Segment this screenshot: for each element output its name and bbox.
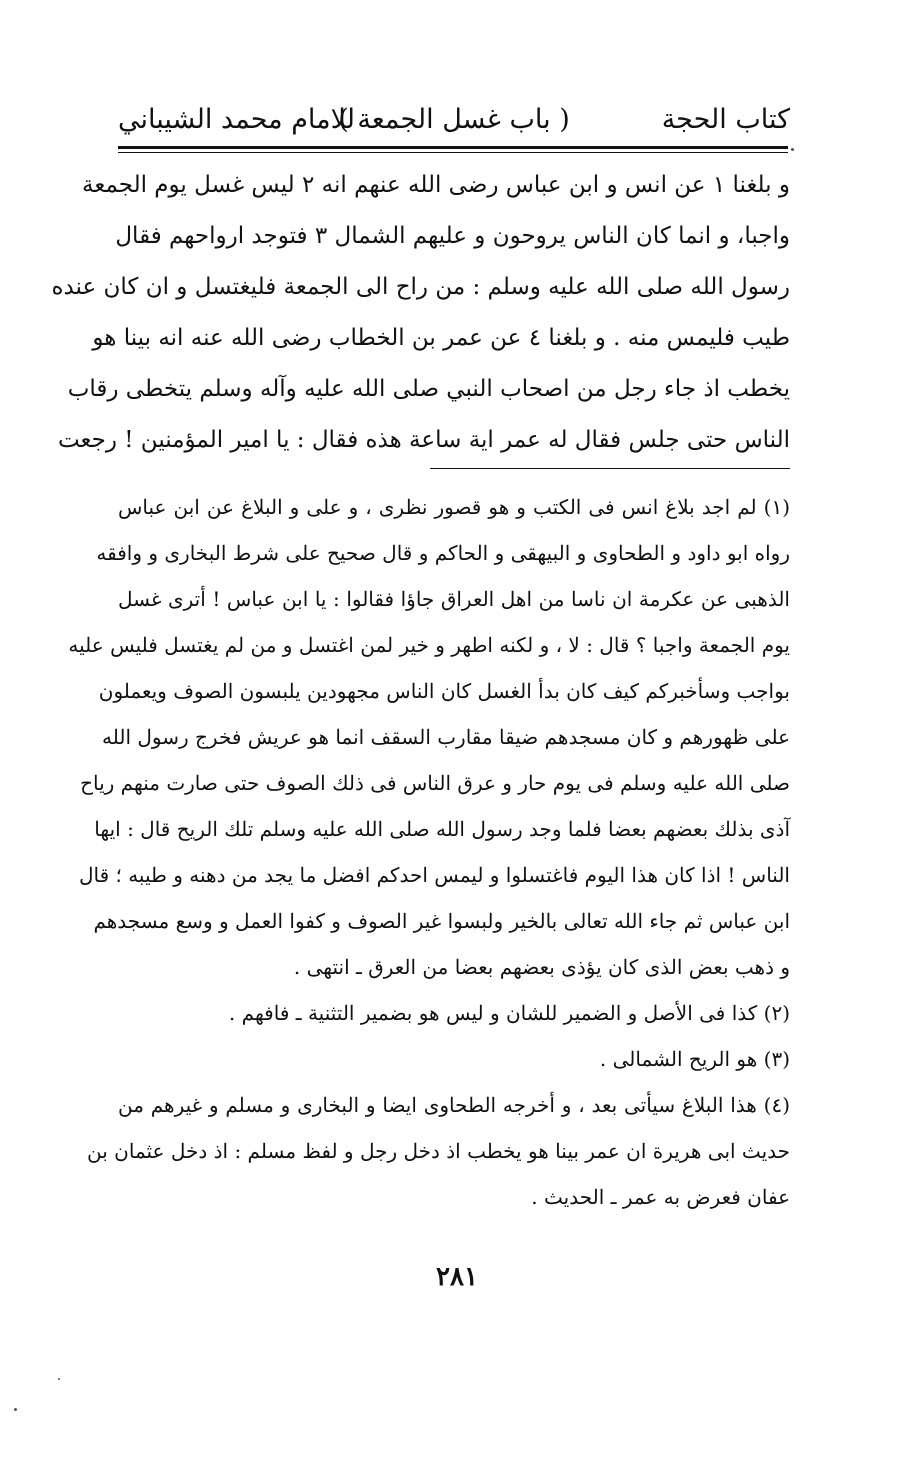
footnote-line: و ذهب بعض الذى كان يؤذى بعضهم بعضا من العرق ـ انتهى . <box>293 955 790 979</box>
scan-speck <box>14 1408 17 1411</box>
main-text-line: واجبا، و انما كان الناس يروحون و عليهم الشمال ٣ فتوجد ارواحهم فقال <box>115 223 790 249</box>
header-rule-thin <box>118 152 788 153</box>
scan-speck <box>58 1378 60 1380</box>
main-text <box>51 160 790 466</box>
main-text-line: يخطب اذ جاء رجل من اصحاب النبي صلى الله عليه وآله وسلم يتخطى رقاب <box>67 376 790 402</box>
chapter-title: ( باب غسل الجمعة ) <box>338 104 570 135</box>
footnote-1 <box>68 484 790 990</box>
footnote-line: يوم الجمعة واجبا ؟ قال : لا ، و لكنه اطهر و خير لمن اغتسل و من لم يغتسل فليس عليه <box>68 633 790 657</box>
footnote-2 <box>118 990 790 1036</box>
header-rule-thick <box>118 146 788 149</box>
footnotes <box>68 484 790 1220</box>
footnote-4 <box>87 1082 790 1220</box>
main-text-line: و بلغنا ١ عن انس و ابن عباس رضى الله عنهم انه ٢ ليس غسل يوم الجمعة <box>82 172 790 198</box>
footnote-line: الناس ! اذا كان هذا اليوم فاغتسلوا و ليمس احدكم افضل ما يجد من دهنه و طيبه ؛ قال <box>78 863 790 887</box>
footnote-separator <box>430 468 790 469</box>
scan-speck <box>791 148 794 151</box>
footnote-line: بواجب وسأخبركم كيف كان بدأ الغسل كان الناس مجهودين يلبسون الصوف ويعملون <box>98 679 790 703</box>
footnote-line: (٤) هذا البلاغ سيأتى بعد ، و أخرجه الطحاوى ايضا و البخارى و مسلم و غيرهم من <box>118 1093 790 1117</box>
footnote-3 <box>118 1036 790 1082</box>
footnote-line: الذهبى عن عكرمة ان ناسا من اهل العراق جاؤا فقالوا : يا ابن عباس ! أترى غسل <box>118 587 790 611</box>
author-name: للامام محمد الشيباني <box>118 104 355 135</box>
footnote-line: صلى الله عليه وسلم فى يوم حار و عرق الناس فى ذلك الصوف حتى صارت منهم رياح <box>80 771 790 795</box>
footnote-line: على ظهورهم و كان مسجدهم ضيقا مقارب السقف انما هو عريش فخرج رسول الله <box>102 725 790 749</box>
footnote-line: آذى بذلك بعضهم بعضا فلما وجد رسول الله صلى الله عليه وسلم تلك الريح قال : ايها <box>94 817 790 841</box>
running-header <box>118 100 790 144</box>
footnote-line: عفان فعرض به عمر ـ الحديث . <box>531 1185 790 1209</box>
footnote-line: (٢) كذا فى الأصل و الضمير للشان و ليس هو بضمير التثنية ـ فافهم . <box>228 1001 790 1025</box>
main-text-line: الناس حتى جلس فقال له عمر اية ساعة هذه فقال : يا امير المؤمنين ! رجعت <box>57 427 790 453</box>
main-text-line: طيب فليمس منه . و بلغنا ٤ عن عمر بن الخطاب رضى الله عنه انه بينا هو <box>92 325 790 351</box>
book-title: كتاب الحجة <box>661 104 790 135</box>
footnote-line: (١) لم اجد بلاغ انس فى الكتب و هو قصور نظرى ، و على و البلاغ عن ابن عباس <box>118 495 790 519</box>
footnote-line: (٣) هو الريح الشمالى . <box>599 1047 790 1071</box>
footnote-line: ابن عباس ثم جاء الله تعالى بالخير ولبسوا غير الصوف و كفوا العمل و وسع مسجدهم <box>93 909 790 933</box>
main-text-line: رسول الله صلى الله عليه وسلم : من راح الى الجمعة فليغتسل و ان كان عنده <box>51 274 790 300</box>
page-number: ٢٨١ <box>436 1262 478 1292</box>
footnote-line: رواه ابو داود و الطحاوى و البيهقى و الحاكم و قال صحيح على شرط البخارى و وافقه <box>96 541 790 565</box>
footnote-line: حديث ابى هريرة ان عمر بينا هو يخطب اذ دخل رجل و لفظ مسلم : اذ دخل عثمان بن <box>87 1139 790 1163</box>
